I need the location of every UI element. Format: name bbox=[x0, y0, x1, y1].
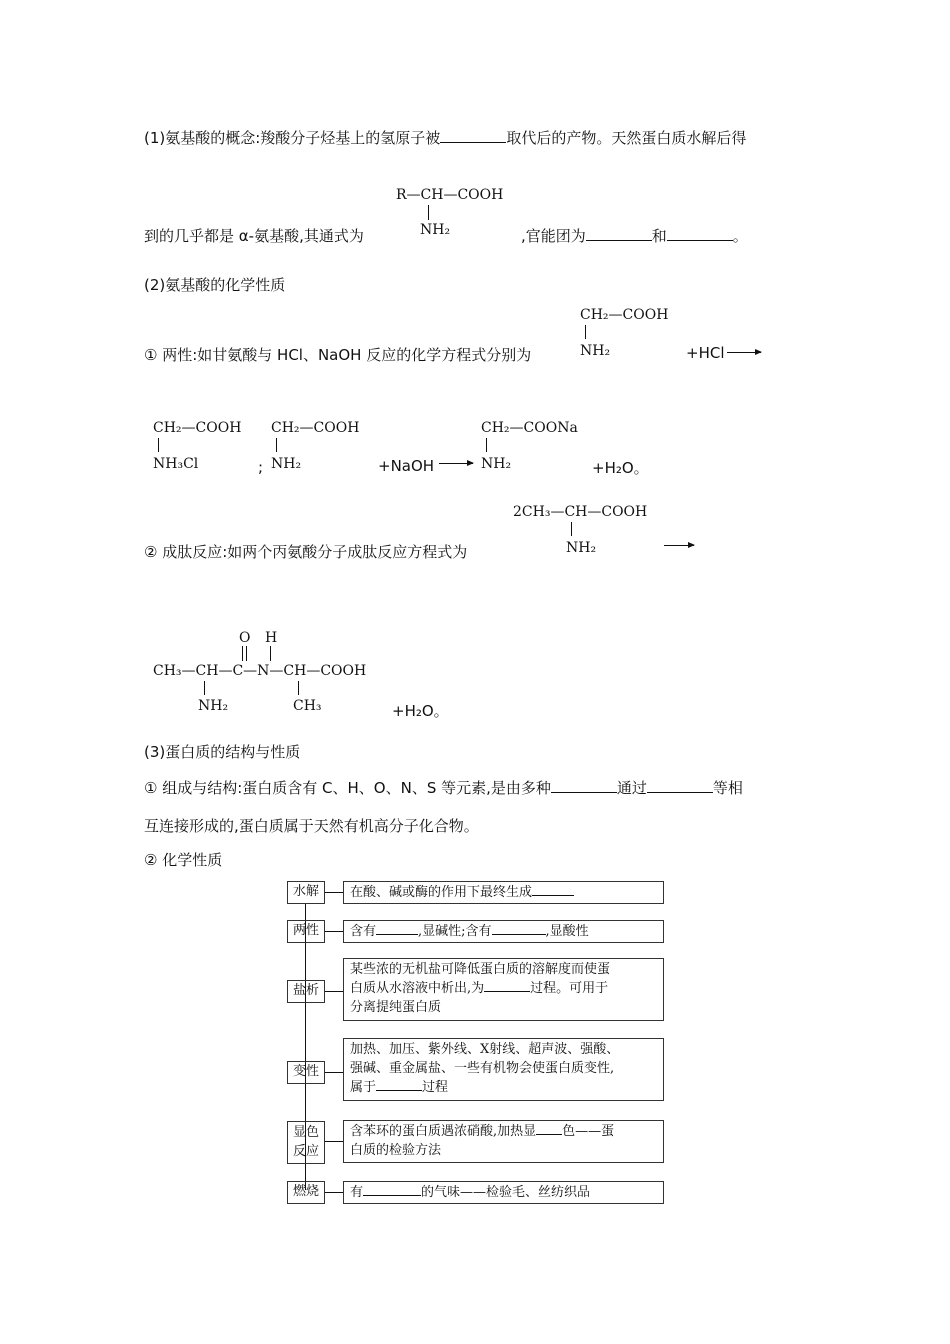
bond-line bbox=[158, 438, 159, 452]
color-reaction-box bbox=[343, 1120, 664, 1163]
text: 含苯环的蛋白质遇浓硝酸,加热显 bbox=[350, 1124, 537, 1139]
answer-blank[interactable] bbox=[376, 922, 418, 935]
amphoteric-box bbox=[343, 920, 664, 943]
answer-blank[interactable] bbox=[484, 979, 530, 992]
answer-blank[interactable] bbox=[551, 778, 617, 793]
text: (1)氨基酸的概念:羧酸分子烃基上的氢原子被 bbox=[144, 129, 441, 147]
composition-line bbox=[144, 777, 743, 798]
label-color-reaction bbox=[287, 1121, 325, 1164]
answer-blank[interactable] bbox=[363, 1183, 421, 1196]
connector bbox=[325, 1141, 343, 1142]
connector bbox=[325, 1072, 343, 1073]
general-formula-bottom: NH₂ bbox=[420, 222, 451, 238]
text: 到的几乎都是 α-氨基酸,其通式为 bbox=[144, 227, 364, 245]
label-salting-out: 盐析 bbox=[287, 980, 325, 1003]
glycine2-top: CH₂—COOH bbox=[271, 420, 360, 436]
bond-line bbox=[204, 681, 205, 695]
alanine-top: 2CH₃—CH—COOH bbox=[513, 504, 648, 520]
text: 分离提纯蛋白质 bbox=[350, 1000, 442, 1015]
bond-line bbox=[276, 438, 277, 452]
text: 。 bbox=[732, 227, 748, 245]
label-hydrolysis: 水解 bbox=[287, 881, 325, 904]
water-product: +H₂O。 bbox=[592, 459, 649, 477]
hydrolysis-box bbox=[343, 881, 664, 904]
naoh-reagent: +NaOH bbox=[378, 457, 435, 475]
double-bond bbox=[242, 646, 243, 661]
text: 的气味——检验毛、丝纺织品 bbox=[421, 1185, 591, 1200]
reaction-arrow bbox=[727, 352, 761, 353]
answer-blank[interactable] bbox=[376, 1078, 422, 1091]
amide-hydrogen: H bbox=[265, 630, 278, 646]
answer-blank[interactable] bbox=[647, 778, 713, 793]
text: 属于 bbox=[350, 1080, 377, 1095]
text: ,显酸性 bbox=[545, 924, 589, 939]
sodium-salt-top: CH₂—COONa bbox=[481, 420, 578, 436]
bond-line bbox=[571, 522, 572, 536]
bond-line bbox=[428, 205, 429, 220]
reaction-arrow bbox=[439, 463, 473, 464]
text: 白质的检验方法 bbox=[350, 1143, 442, 1158]
denaturation-box bbox=[343, 1038, 664, 1101]
answer-blank[interactable] bbox=[536, 1122, 562, 1135]
label-combustion: 燃烧 bbox=[287, 1181, 325, 1204]
reaction-arrow bbox=[664, 545, 694, 546]
peptide-item: ② 成肽反应:如两个丙氨酸分子成肽反应方程式为 bbox=[144, 543, 468, 561]
sodium-salt-bottom: NH₂ bbox=[481, 456, 512, 472]
glycine-top: CH₂—COOH bbox=[580, 307, 669, 323]
product-bottom: NH₃Cl bbox=[153, 456, 199, 472]
salting-out-box bbox=[343, 958, 664, 1021]
combustion-box bbox=[343, 1181, 664, 1204]
text: 过程。可用于 bbox=[530, 981, 609, 996]
text: 通过 bbox=[616, 779, 647, 797]
answer-blank[interactable] bbox=[586, 226, 652, 241]
text: 某些浓的无机盐可降低蛋白质的溶解度而使蛋 bbox=[350, 962, 611, 977]
answer-blank[interactable] bbox=[532, 883, 574, 896]
dipeptide-nh2: NH₂ bbox=[198, 698, 229, 714]
text: ,显碱性;含有 bbox=[418, 924, 492, 939]
bond-line bbox=[585, 325, 586, 339]
label-denaturation: 变性 bbox=[287, 1061, 325, 1084]
connector bbox=[325, 931, 343, 932]
bond-line bbox=[298, 681, 299, 695]
text: 过程 bbox=[422, 1080, 449, 1095]
chemical-properties-title: ② 化学性质 bbox=[144, 851, 223, 869]
alanine-bottom: NH₂ bbox=[566, 540, 597, 556]
composition-line2: 互连接形成的,蛋白质属于天然有机高分子化合物。 bbox=[144, 817, 479, 835]
text: 反应 bbox=[292, 1144, 319, 1159]
text: 有 bbox=[350, 1185, 364, 1200]
carbonyl-oxygen: O bbox=[239, 630, 251, 646]
answer-blank[interactable] bbox=[667, 226, 733, 241]
double-bond bbox=[246, 646, 247, 661]
connector bbox=[325, 892, 343, 893]
answer-blank[interactable] bbox=[440, 128, 506, 143]
bond-line bbox=[270, 646, 271, 661]
glycine-bottom: NH₂ bbox=[580, 343, 611, 359]
connector bbox=[325, 1192, 343, 1193]
text: 取代后的产物。天然蛋白质水解后得 bbox=[506, 129, 747, 147]
general-formula-top: R—CH—COOH bbox=[396, 187, 504, 203]
text: 等相 bbox=[712, 779, 743, 797]
product-top: CH₂—COOH bbox=[153, 420, 242, 436]
text: ① 组成与结构:蛋白质含有 C、H、O、N、S 等元素,是由多种 bbox=[144, 779, 551, 797]
text: 加热、加压、紫外线、X射线、超声波、强酸、 bbox=[350, 1042, 620, 1057]
text: 显色 bbox=[292, 1125, 319, 1140]
section2-title: (2)氨基酸的化学性质 bbox=[144, 276, 286, 294]
text: 在酸、碱或酶的作用下最终生成 bbox=[350, 885, 533, 900]
text: 色——蛋 bbox=[562, 1124, 615, 1139]
hcl-reagent: +HCl bbox=[686, 344, 725, 362]
text: ,官能团为 bbox=[521, 227, 586, 245]
semicolon: ; bbox=[258, 458, 264, 476]
label-amphoteric: 两性 bbox=[287, 920, 325, 943]
connector bbox=[325, 991, 343, 992]
section1-line1 bbox=[144, 127, 746, 148]
section1-line2-right bbox=[521, 225, 748, 246]
text: 和 bbox=[651, 227, 667, 245]
water-product: +H₂O。 bbox=[392, 702, 449, 720]
text: 强碱、重金属盐、一些有机物会使蛋白质变性, bbox=[350, 1061, 615, 1076]
amphoteric-item: ① 两性:如甘氨酸与 HCl、NaOH 反应的化学方程式分别为 bbox=[144, 346, 532, 364]
dipeptide-ch3: CH₃ bbox=[293, 698, 322, 714]
glycine2-bottom: NH₂ bbox=[271, 456, 302, 472]
section3-title: (3)蛋白质的结构与性质 bbox=[144, 743, 301, 761]
answer-blank[interactable] bbox=[492, 922, 546, 935]
bond-line bbox=[486, 438, 487, 452]
dipeptide-main: CH₃—CH—C—N—CH—COOH bbox=[153, 663, 367, 679]
text: 白质从水溶液中析出,为 bbox=[350, 981, 485, 996]
text: 含有 bbox=[350, 924, 377, 939]
section1-line2 bbox=[144, 225, 364, 246]
